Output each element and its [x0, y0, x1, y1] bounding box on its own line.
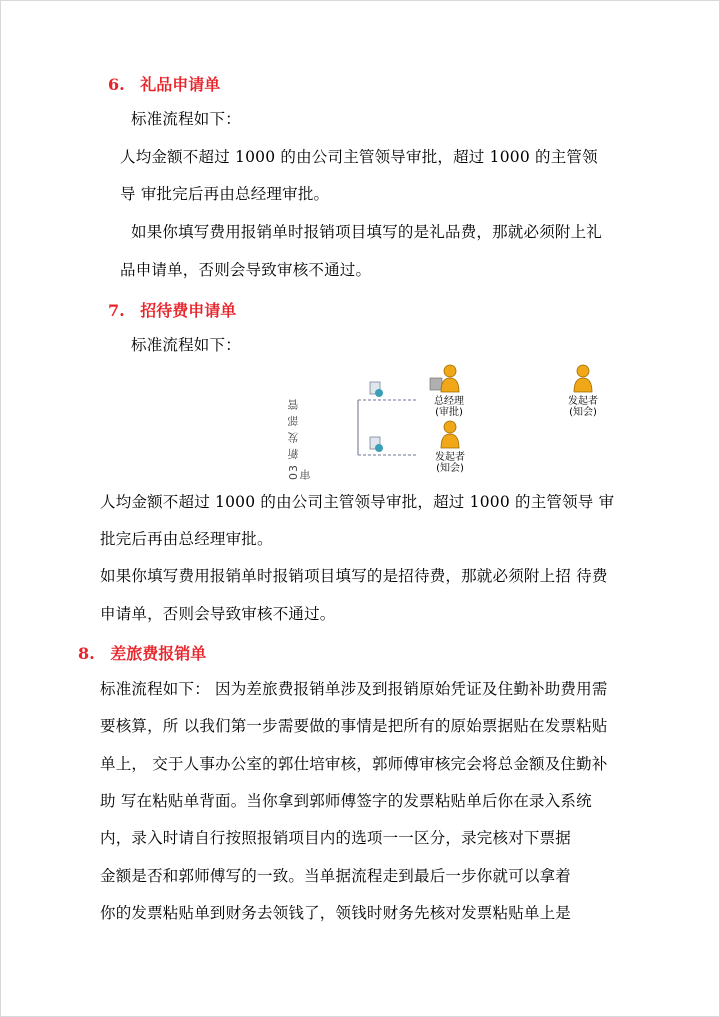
section-6-title: 礼品申请单	[140, 75, 221, 94]
node-general-manager-label	[424, 396, 474, 418]
initiator-right-person-icon	[574, 365, 592, 392]
section-6-p2-line1: 如果你填写费用报销单时报销项目填写的是礼品费，那就必须附上礼	[131, 223, 603, 241]
diagram-vertical-label: 03 新 发 部 管 审	[287, 398, 312, 480]
section-7-p1-line2: 批完后再由总经理审批。	[100, 530, 273, 548]
section-8-heading	[78, 641, 206, 664]
section-8-line: 内，录入时请自行按照报销项目内的选项一一区分，录完核对下票据	[100, 829, 572, 847]
node-initiator-label	[425, 452, 475, 474]
section-6-p1-line2: 导 审批完后再由总经理审批。	[120, 185, 330, 203]
section-6-number: 6.	[108, 75, 125, 94]
section-8-title: 差旅费报销单	[110, 644, 207, 663]
section-7-p2-line2: 申请单，否则会导致审核不通过。	[100, 605, 336, 623]
section-8-line: 你的发票粘贴单到财务去领钱了，领钱时财务先核对发票粘贴单上是	[100, 904, 572, 922]
node-right-role: 发起者	[568, 396, 598, 407]
node-initiator-right-label	[558, 396, 608, 418]
section-6-p2-line2: 品申请单，否则会导致审核不通过。	[120, 261, 372, 279]
section-7-p1-line1: 人均金额不超过 1000 的由公司主管领导审批，超过 1000 的主管领导 审	[100, 493, 615, 511]
section-8-line: 金额是否和郭师傅写的一致。当单据流程走到最后一步你就可以拿着	[100, 867, 572, 885]
section-8-line: 助 写在粘贴单背面。当你拿到郭师傅签字的发票粘贴单后你在录入系统	[100, 792, 592, 810]
section-7-intro: 标准流程如下：	[131, 336, 241, 354]
node-right-action: (知会)	[569, 407, 597, 418]
section-6-heading	[108, 72, 220, 95]
node-gm-action: (审批)	[435, 407, 463, 418]
node-init-role: 发起者	[435, 452, 465, 463]
section-8-line: 单上， 交于人事办公室的郭仕培审核，郭师傅审核完会将总金额及住勤补	[100, 755, 608, 773]
section-8-number: 8.	[78, 644, 95, 663]
section-8-line: 要核算，所 以我们第一步需要做的事情是把所有的原始票据贴在发票粘贴	[100, 717, 608, 735]
section-6-intro: 标准流程如下：	[131, 110, 241, 128]
general-manager-person-icon	[430, 365, 459, 392]
node-gm-role: 总经理	[434, 396, 464, 407]
section-7-number: 7.	[108, 301, 125, 320]
section-7-heading	[108, 298, 236, 321]
doc-icon	[370, 382, 383, 397]
section-7-p2-line1: 如果你填写费用报销单时报销项目填写的是招待费，那就必须附上招 待费	[100, 567, 608, 585]
node-init-action: (知会)	[436, 463, 464, 474]
doc-icon	[370, 437, 383, 452]
section-7-title: 招待费申请单	[140, 301, 237, 320]
section-8-line: 标准流程如下： 因为差旅费报销单涉及到报销原始凭证及住勤补助费用需	[100, 680, 608, 698]
initiator-person-icon	[441, 421, 459, 448]
approval-flow-diagram	[280, 360, 640, 480]
section-6-p1-line1: 人均金额不超过 1000 的由公司主管领导审批，超过 1000 的主管领	[120, 148, 598, 166]
